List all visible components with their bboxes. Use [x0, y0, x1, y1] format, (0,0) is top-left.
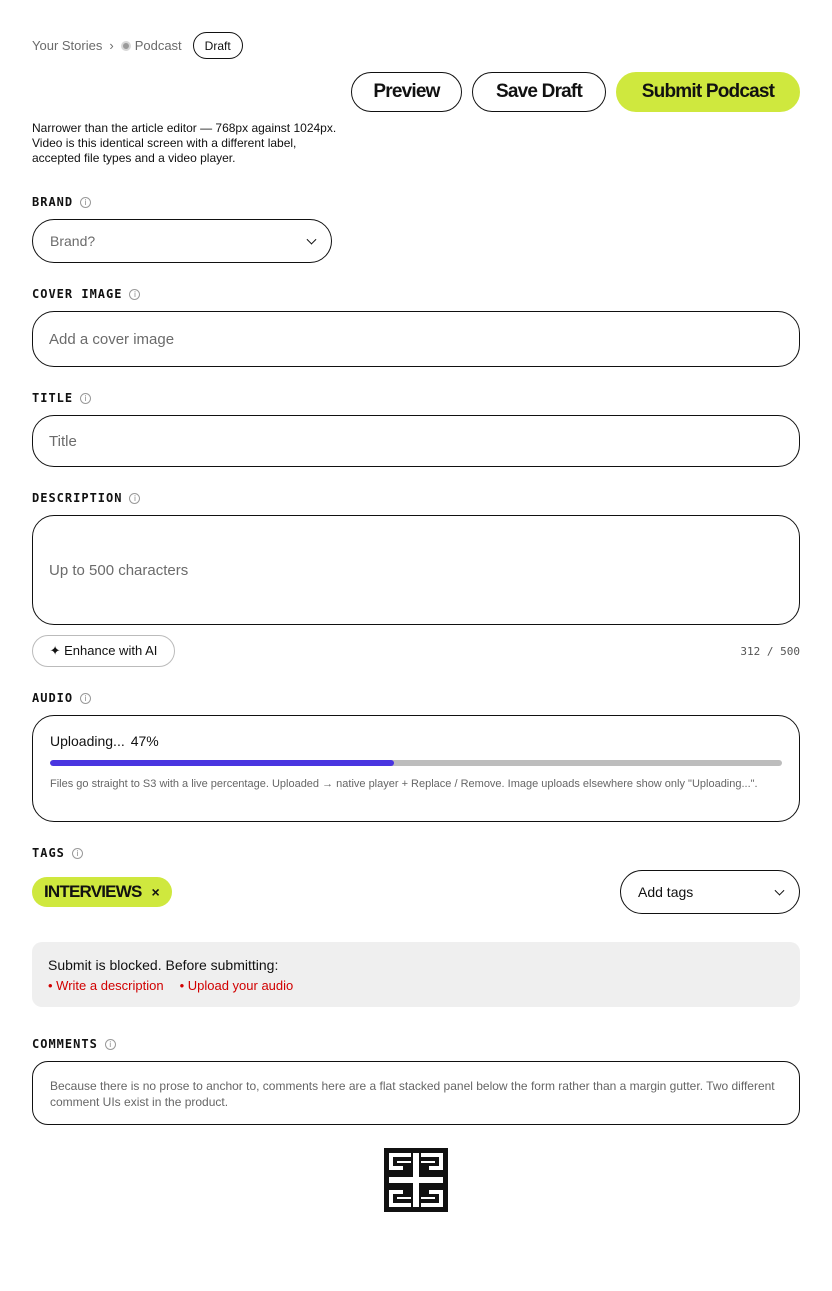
title-input[interactable] — [32, 415, 800, 467]
close-icon[interactable]: × — [151, 884, 160, 900]
tag-chip — [32, 877, 172, 907]
blocked-title: Submit is blocked. Before submitting: — [48, 957, 279, 973]
info-icon[interactable]: i — [80, 693, 91, 704]
description-label-text: DESCRIPTION — [32, 491, 123, 505]
description-placeholder: Up to 500 characters — [49, 561, 189, 579]
tags-label — [32, 846, 83, 860]
character-counter: 312 / 500 — [740, 645, 800, 658]
comments-label — [32, 1037, 116, 1051]
info-icon[interactable]: i — [80, 197, 91, 208]
blocked-error-item[interactable]: • Write a description — [48, 978, 164, 993]
submit-blocked-notice — [32, 942, 800, 1007]
brand-select[interactable] — [32, 219, 332, 263]
info-icon[interactable]: i — [105, 1039, 116, 1050]
title-label-text: TITLE — [32, 391, 74, 405]
editor-note: Narrower than the article editor — 768px against 1024px. Video is this identical screen with a different label, accepted file types and a video player. — [32, 121, 337, 165]
breadcrumb-separator: › — [109, 38, 114, 53]
upload-status-text: Uploading... — [50, 733, 125, 749]
brand-select-value: Brand? — [50, 233, 96, 249]
info-icon[interactable]: i — [72, 848, 83, 859]
tags-label-text: TAGS — [32, 846, 65, 860]
chevron-down-icon — [307, 235, 317, 245]
cover-image-label-text: COVER IMAGE — [32, 287, 123, 301]
blocked-errors — [48, 978, 309, 993]
logo-mark — [383, 1147, 449, 1213]
brand-label-text: BRAND — [32, 195, 74, 209]
chevron-down-icon — [775, 886, 785, 896]
upload-hint: Files go straight to S3 with a live percentage. Uploaded → native player + Replace / Remove. Image uploads elsewhere show only "Uploading...". — [50, 778, 758, 790]
audio-label-text: AUDIO — [32, 691, 74, 705]
info-icon[interactable]: i — [129, 289, 140, 300]
title-label — [32, 391, 91, 405]
tag-chip-label: INTERVIEWS — [44, 882, 142, 901]
upload-progress-fill — [50, 760, 394, 766]
info-icon[interactable]: i — [80, 393, 91, 404]
description-label — [32, 491, 140, 505]
audio-label — [32, 691, 91, 705]
save-draft-button[interactable]: Save Draft — [472, 72, 606, 112]
add-tags-value: Add tags — [638, 884, 694, 900]
add-tags-select[interactable] — [620, 870, 800, 914]
comments-label-text: COMMENTS — [32, 1037, 98, 1051]
breadcrumb-current: Podcast — [134, 38, 182, 53]
brand-label — [32, 195, 91, 209]
upload-status — [50, 733, 159, 749]
comments-panel[interactable]: Because there is no prose to anchor to, comments here are a flat stacked panel below the form rather than a margin gutter. Two different comment UIs exist in the product. — [32, 1061, 800, 1125]
audio-upload-panel[interactable] — [32, 715, 800, 822]
podcast-icon — [121, 41, 131, 51]
preview-button[interactable]: Preview — [351, 72, 462, 112]
cover-image-placeholder: Add a cover image — [49, 330, 175, 348]
blocked-error-item[interactable]: • Upload your audio — [179, 978, 294, 993]
title-placeholder: Title — [49, 432, 77, 450]
cover-image-label — [32, 287, 140, 301]
upload-progress-bar — [50, 760, 782, 766]
breadcrumb — [32, 32, 243, 59]
enhance-with-ai-button[interactable]: ✦ Enhance with AI — [32, 635, 175, 667]
info-icon[interactable]: i — [129, 493, 140, 504]
status-badge: Draft — [193, 32, 243, 59]
breadcrumb-root[interactable]: Your Stories — [32, 38, 103, 53]
submit-button[interactable]: Submit Podcast — [616, 72, 800, 112]
description-textarea[interactable] — [32, 515, 800, 625]
upload-percent: 47% — [130, 733, 159, 749]
cover-image-upload[interactable] — [32, 311, 800, 367]
